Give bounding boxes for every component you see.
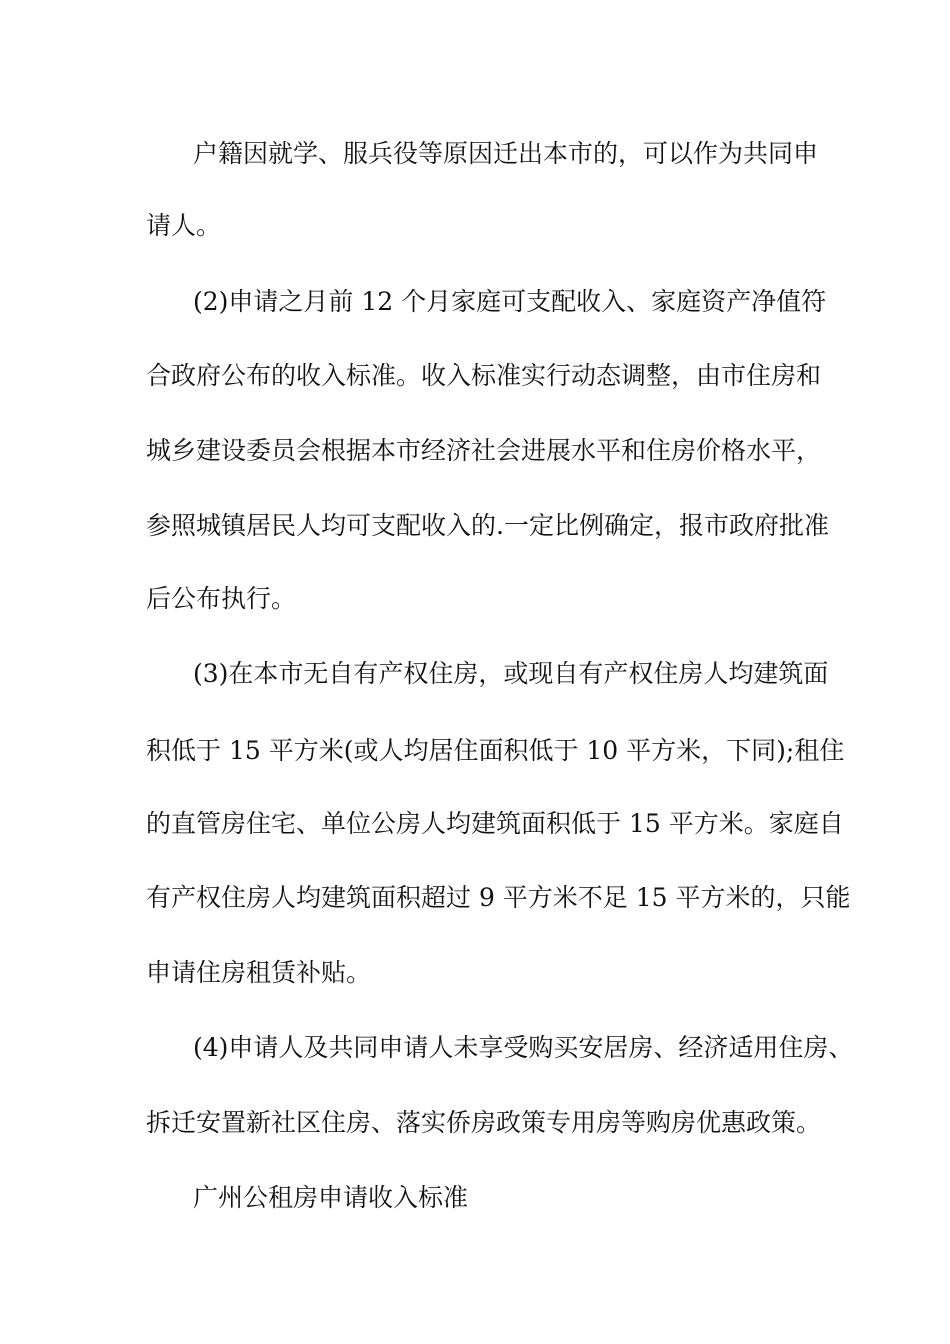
paragraph-2-line-2: 合政府公布的收入标准。收入标准实行动态调整，由市住房和	[146, 361, 822, 390]
paragraph-3-line-5: 申请住房租赁补贴。	[146, 958, 372, 987]
section-heading: 广州公租房申请收入标准	[193, 1183, 469, 1212]
paragraph-2-line-3: 城乡建设委员会根据本市经济社会进展水平和住房价格水平，	[146, 436, 822, 465]
paragraph-2-line-1: (2)申请之月前 12 个月家庭可支配收入、家庭资产净值符	[193, 287, 827, 316]
paragraph-3-line-2: 积低于 15 平方米(或人均居住面积低于 10 平方米，下同);租住	[146, 736, 845, 765]
paragraph-4-line-2: 拆迁安置新社区住房、落实侨房政策专用房等购房优惠政策。	[146, 1108, 822, 1137]
paragraph-2-line-5: 后公布执行。	[146, 584, 297, 613]
paragraph-1-line-1: 户籍因就学、服兵役等原因迁出本市的，可以作为共同申	[193, 139, 819, 168]
paragraph-3-line-1: (3)在本市无自有产权住房，或现自有产权住房人均建筑面	[193, 659, 829, 688]
paragraph-4-line-1: (4)申请人及共同申请人未享受购买安居房、经济适用住房、	[193, 1033, 854, 1062]
paragraph-3-line-3: 的直管房住宅、单位公房人均建筑面积低于 15 平方米。家庭自	[146, 809, 844, 838]
paragraph-1-line-2: 请人。	[146, 211, 222, 240]
paragraph-2-line-4: 参照城镇居民人均可支配收入的.一定比例确定，报市政府批准	[146, 511, 829, 540]
paragraph-3-line-4: 有产权住房人均建筑面积超过 9 平方米不足 15 平方米的，只能	[146, 883, 851, 912]
